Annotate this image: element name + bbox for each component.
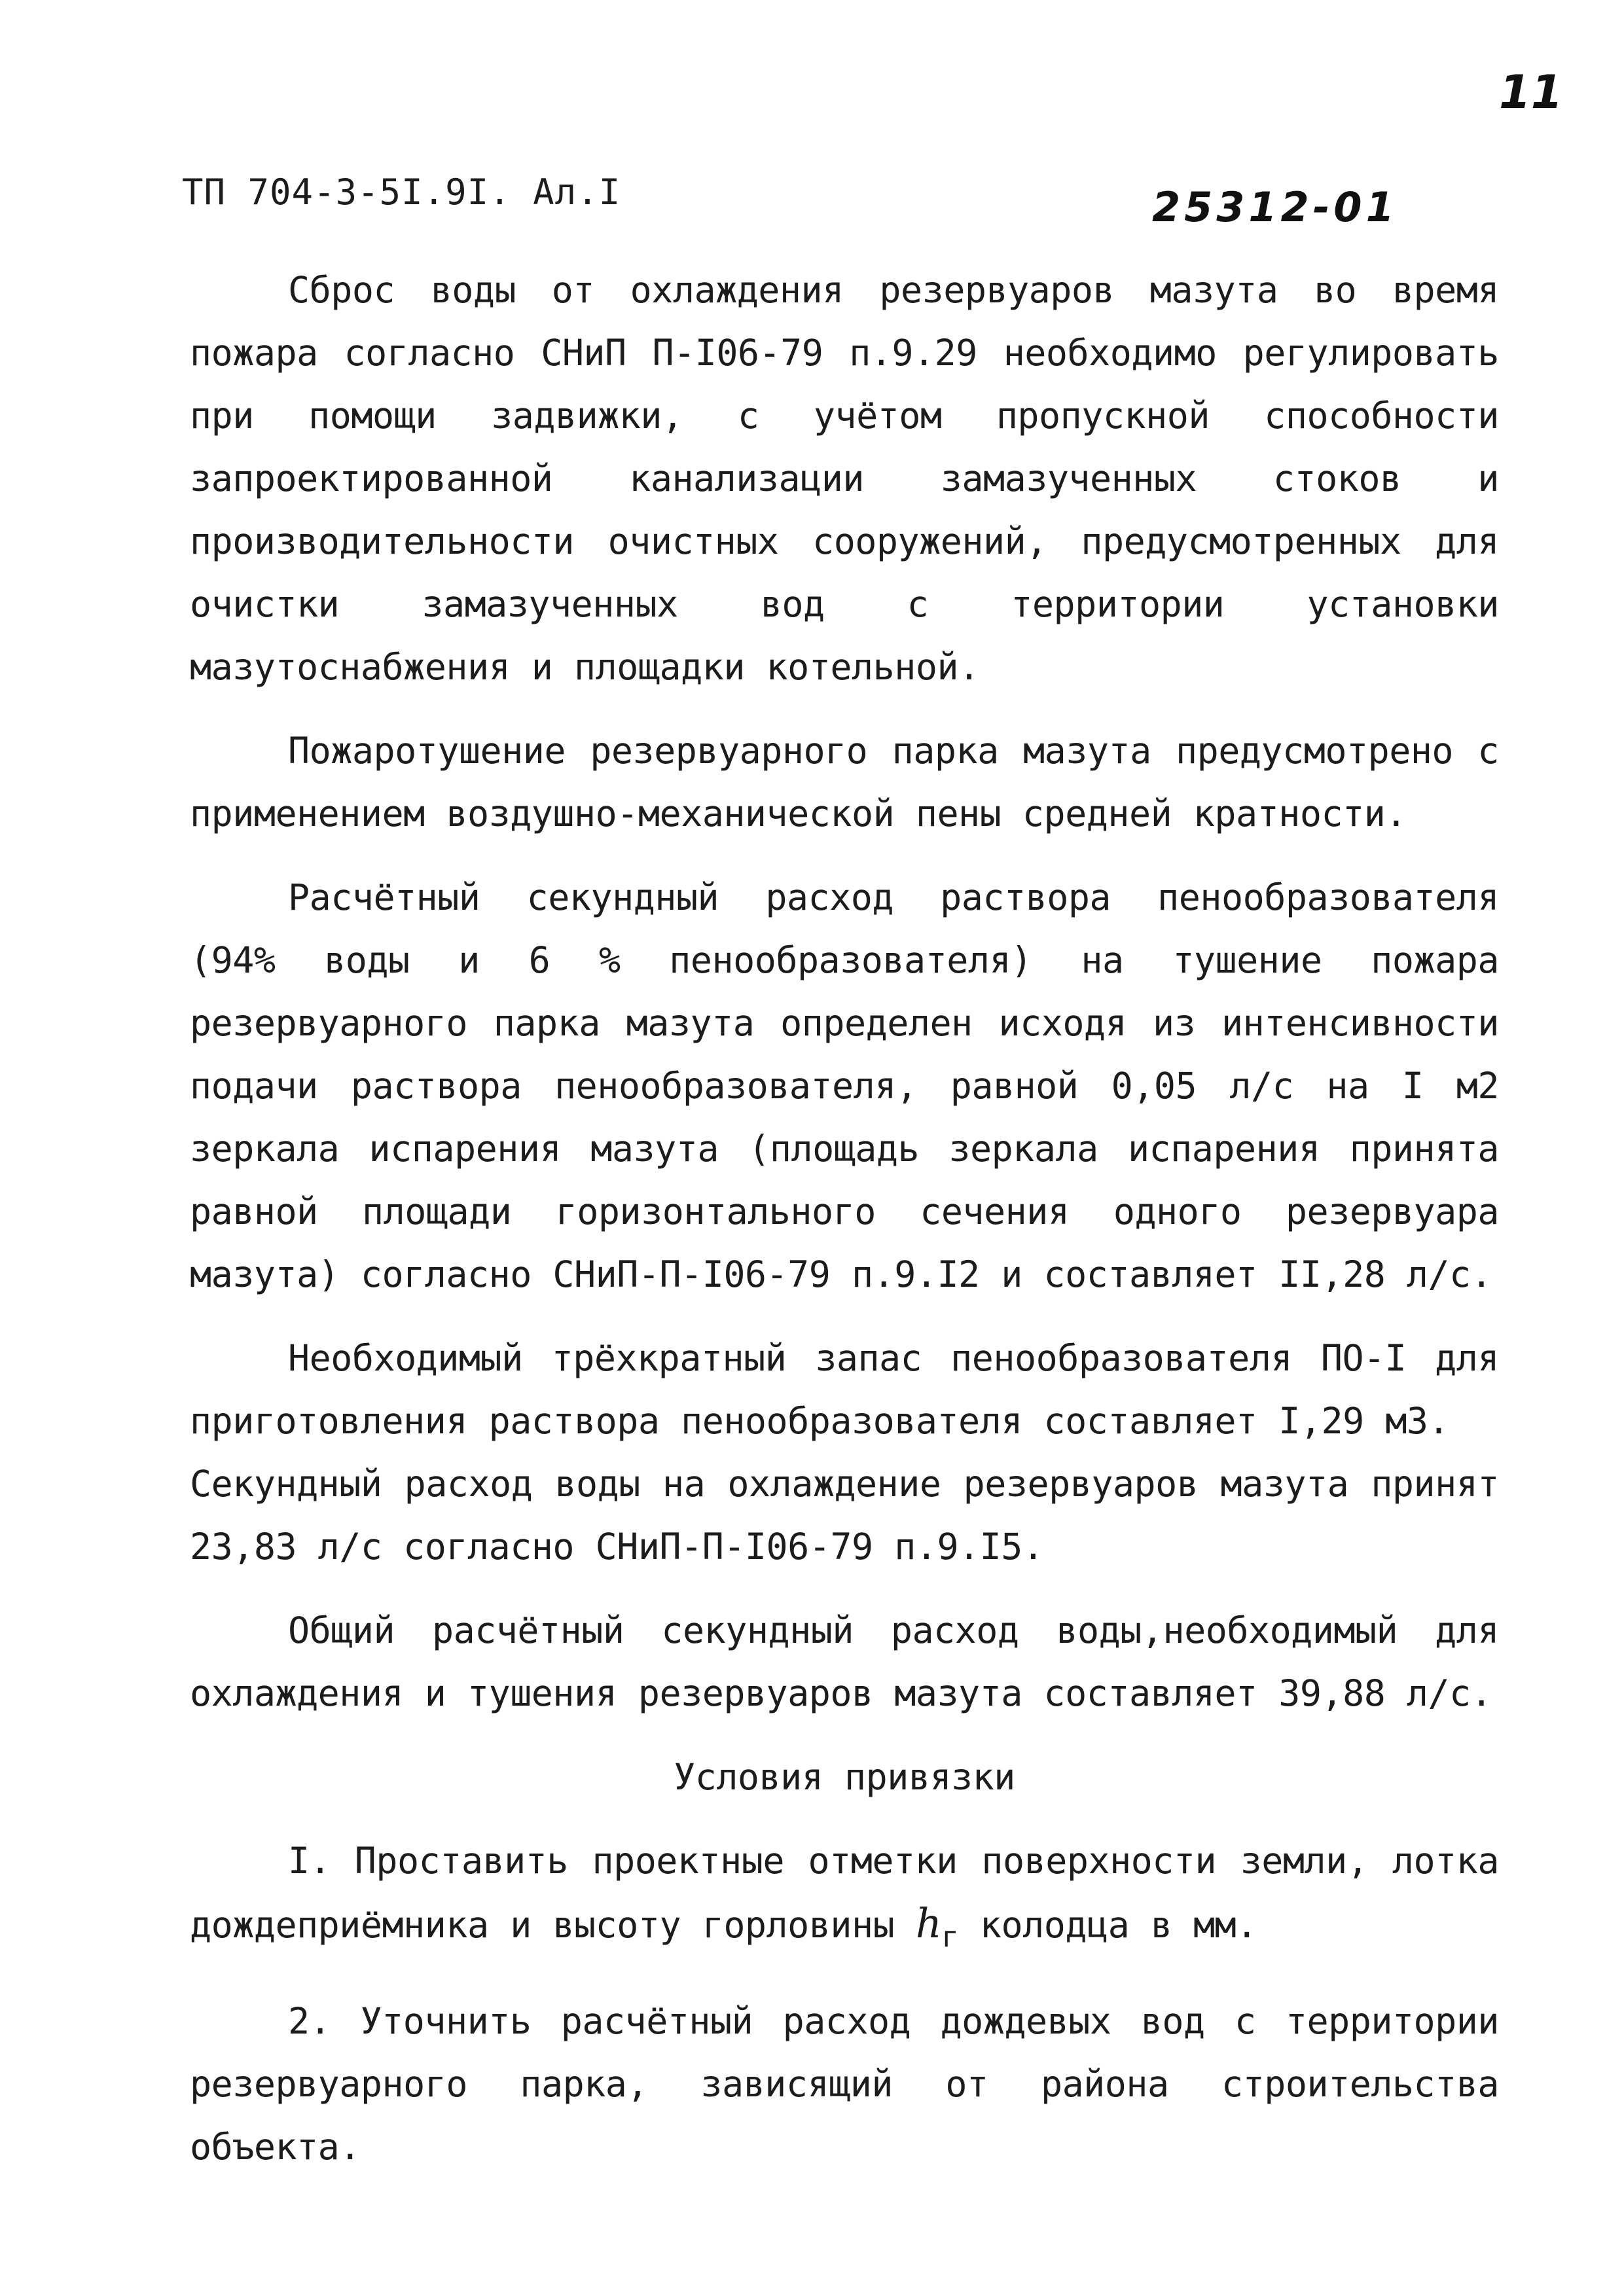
paragraph-cooling-flow: Секундный расход воды на охлаждение резервуаров мазута принят 23,83 л/с согласно СНиП-П-I06-79 п.9.I5. [190, 1463, 1499, 1568]
condition-item-2: 2. Уточнить расчётный расход дождевых вод с территории резервуарного парка, зависящий от района строительства объекта. [190, 2000, 1499, 2168]
condition-item-1 [190, 1829, 1499, 1969]
neck-height-subscript: г [941, 1920, 959, 1954]
paragraph-foam-reserve: Необходимый трёхкратный запас пенообразователя ПО-I для приготовления раствора пенообразователя составляет I,29 м3. [190, 1337, 1499, 1442]
condition-1-text: I. Проставить проектные отметки поверхности земли, лотка дождеприёмника и высоту горловины [190, 1840, 1499, 1946]
archive-number: 25312-01 [1152, 183, 1398, 231]
condition-1-tail: колодца в мм. [979, 1904, 1257, 1946]
page-number: 11 [1499, 65, 1563, 119]
neck-height-symbol: h [915, 1899, 942, 1947]
section-heading: Условия привязки [674, 1756, 1015, 1798]
document-code: ТП 704-3-5I.9I. Ал.I [182, 171, 621, 213]
paragraph-foam-flow: Расчётный секундный расход раствора пенообразователя (94% воды и 6 % пенообразователя) на тушение пожара резервуарного парка мазута определен исходя из интенсивности подачи раствора пенообразователя, равной 0,05 л/с на I м2 зеркала испарения мазута (площадь зеркала испарения принята равной площади горизонтального сечения одного резервуара мазута) согласно СНиП-П-I06-79 п.9.I2 и составляет II,28 л/с. [190, 876, 1499, 1295]
paragraph-fire-suppression: Пожаротушение резервуарного парка мазута предусмотрено с применением воздушно-механической пены средней кратности. [190, 730, 1499, 834]
paragraph-drain: Сброс воды от охлаждения резервуаров мазута во время пожара согласно СНиП П-I06-79 п.9.29 необходимо регулировать при помощи задвижки, с учётом пропускной способности запроектированной канализации замазученных стоков и производительности очистных сооружений, предусмотренных для очистки замазученных вод с территории установки мазутоснабжения и площадки котельной. [190, 269, 1499, 688]
paragraph-total-flow: Общий расчётный секундный расход воды,необходимый для охлаждения и тушения резервуаров мазута составляет 39,88 л/с. [190, 1609, 1499, 1714]
document-body [190, 259, 1499, 2199]
